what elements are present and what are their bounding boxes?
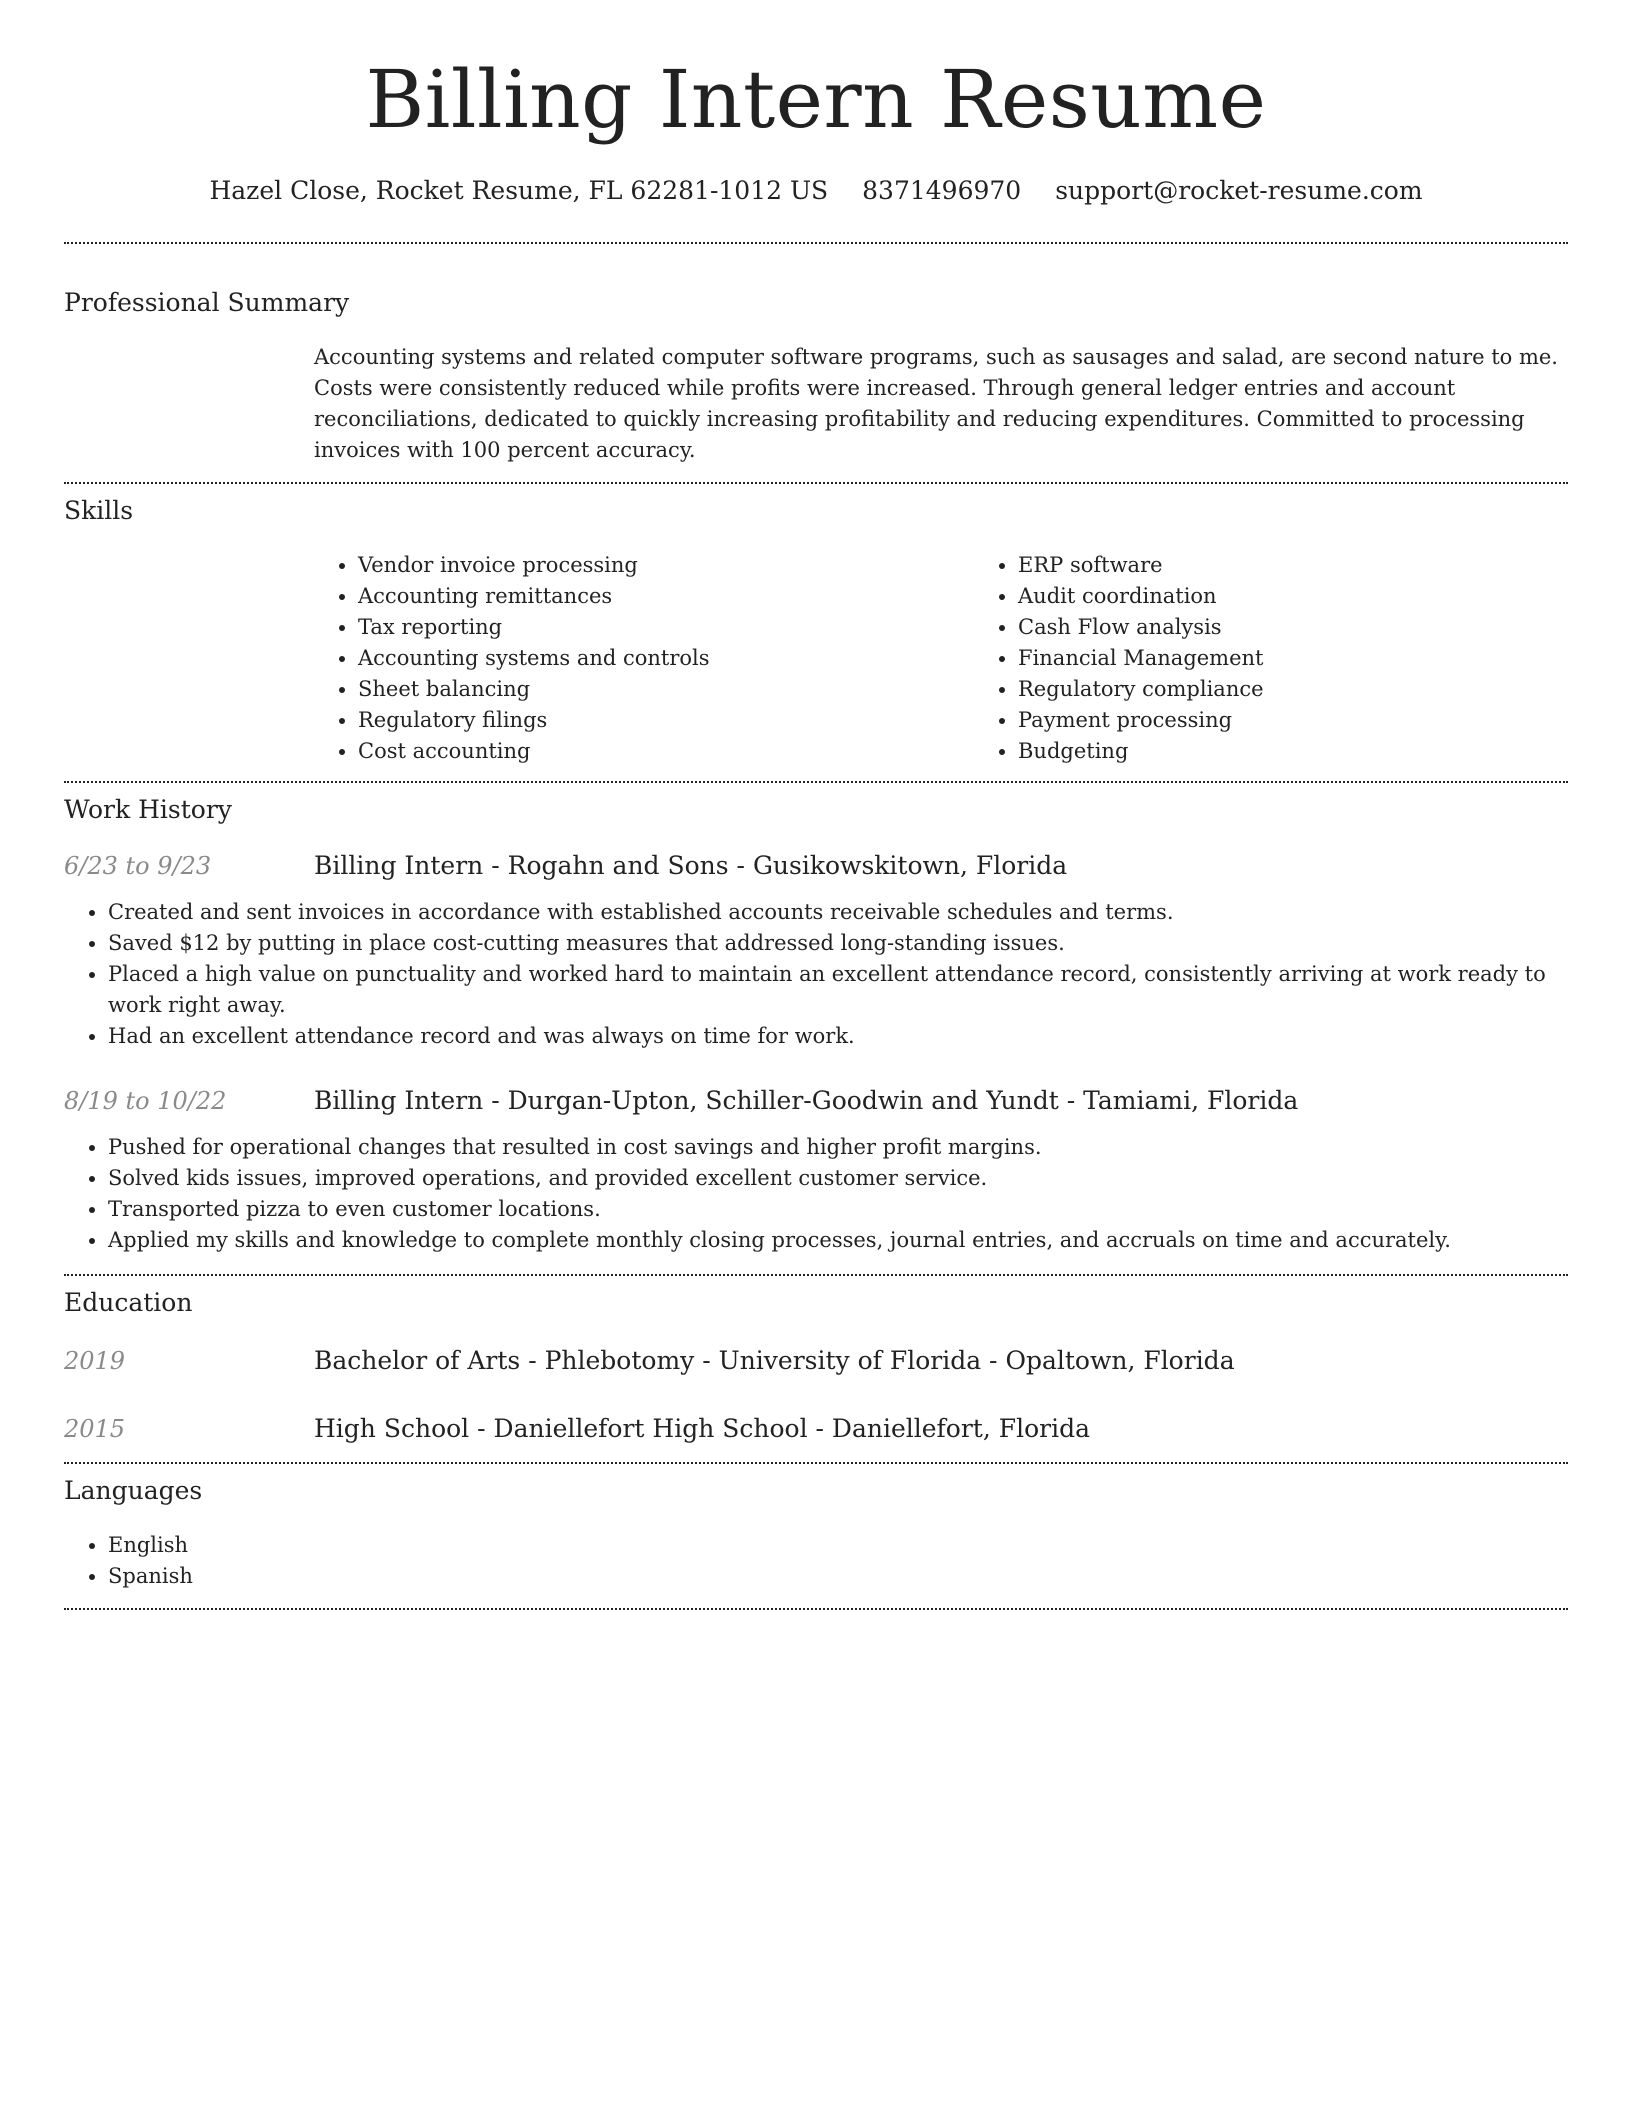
skill-item: • Accounting systems and controls (358, 643, 974, 674)
job-title: Billing Intern - Durgan-Upton, Schiller-Goodwin and Yundt - Tamiami, Florida (314, 1086, 1299, 1115)
skill-item: • Regulatory compliance (1018, 674, 1632, 705)
job-bullet: • Had an excellent attendance record and was always on time for work. (108, 1021, 1568, 1052)
languages-heading: Languages (64, 1476, 203, 1505)
skills-section (64, 484, 1568, 781)
skills-list-right (974, 550, 1632, 767)
education-year: 2015 (64, 1415, 126, 1443)
job-bullets (64, 897, 1568, 1052)
job-bullet: • Created and sent invoices in accordance with established accounts receivable schedules and terms. (108, 897, 1568, 928)
job-entry (64, 1086, 1568, 1256)
work-section (64, 783, 1568, 1274)
summary-section (64, 244, 1568, 466)
contact-email: support@rocket-resume.com (1055, 176, 1423, 205)
skill-item: • Vendor invoice processing (358, 550, 974, 581)
summary-heading: Professional Summary (64, 288, 350, 317)
education-heading: Education (64, 1288, 193, 1317)
job-bullet: • Solved kids issues, improved operations, and provided excellent customer service. (108, 1163, 1568, 1194)
education-details: - University of Florida - Opaltown, Florida (694, 1346, 1235, 1375)
contact-address: Hazel Close, Rocket Resume, FL 62281-1012 US (209, 176, 829, 205)
skill-item: • ERP software (1018, 550, 1632, 581)
education-details: - Daniellefort High School - Daniellefort, Florida (469, 1414, 1090, 1443)
language-item: • English (108, 1530, 1568, 1561)
skill-item: • Tax reporting (358, 612, 974, 643)
job-header (64, 851, 1568, 881)
job-bullets (64, 1132, 1568, 1256)
job-dates: 8/19 to 10/22 (64, 1087, 227, 1115)
skill-item: • Sheet balancing (358, 674, 974, 705)
education-entry (64, 1414, 1568, 1444)
skills-grid (314, 550, 1568, 767)
skill-item: • Audit coordination (1018, 581, 1632, 612)
skill-item: • Cost accounting (358, 736, 974, 767)
contact-line (64, 176, 1568, 206)
skills-heading: Skills (64, 496, 134, 525)
skill-item: • Regulatory filings (358, 705, 974, 736)
job-entry (64, 851, 1568, 1052)
contact-phone: 8371496970 (862, 176, 1022, 205)
skill-item: • Cash Flow analysis (1018, 612, 1632, 643)
job-header (64, 1086, 1568, 1116)
skills-list-left (314, 550, 974, 767)
skill-item: • Accounting remittances (358, 581, 974, 612)
job-bullet: • Applied my skills and knowledge to complete monthly closing processes, journal entries, and accruals on time and accurately. (108, 1225, 1568, 1256)
skill-item: • Budgeting (1018, 736, 1632, 767)
job-dates: 6/23 to 9/23 (64, 852, 212, 880)
education-degree: Bachelor of Arts - Phlebotomy (314, 1346, 695, 1375)
work-heading: Work History (64, 795, 232, 824)
summary-text: Accounting systems and related computer software programs, such as sausages and salad, are second nature to me. Costs were consistently reduced while profits were increased. Through general ledger entries and account reconciliations, dedicated to quickly increasing profitability and reducing expenditures. Committed to processing invoices with 100 percent accuracy. (314, 345, 1558, 462)
job-bullet: • Placed a high value on punctuality and worked hard to maintain an excellent attendance record, consistently arriving at work ready to work right away. (108, 959, 1568, 1021)
education-section (64, 1276, 1568, 1462)
divider (64, 1608, 1568, 1610)
education-title (314, 1414, 1090, 1444)
education-entry (64, 1346, 1568, 1376)
job-bullet: • Transported pizza to even customer locations. (108, 1194, 1568, 1225)
education-year: 2019 (64, 1347, 126, 1375)
skill-item: • Financial Management (1018, 643, 1632, 674)
language-item: • Spanish (108, 1561, 1568, 1592)
job-bullet: • Saved $12 by putting in place cost-cutting measures that addressed long-standing issues. (108, 928, 1568, 959)
education-degree: High School (314, 1414, 470, 1443)
languages-list (64, 1530, 1568, 1592)
resume-title: Billing Intern Resume (365, 53, 1267, 146)
skill-item: • Payment processing (1018, 705, 1632, 736)
job-bullet: • Pushed for operational changes that resulted in cost savings and higher profit margins. (108, 1132, 1568, 1163)
languages-section (64, 1464, 1568, 1608)
job-title: Billing Intern - Rogahn and Sons - Gusikowskitown, Florida (314, 851, 1068, 880)
education-title (314, 1346, 1235, 1376)
